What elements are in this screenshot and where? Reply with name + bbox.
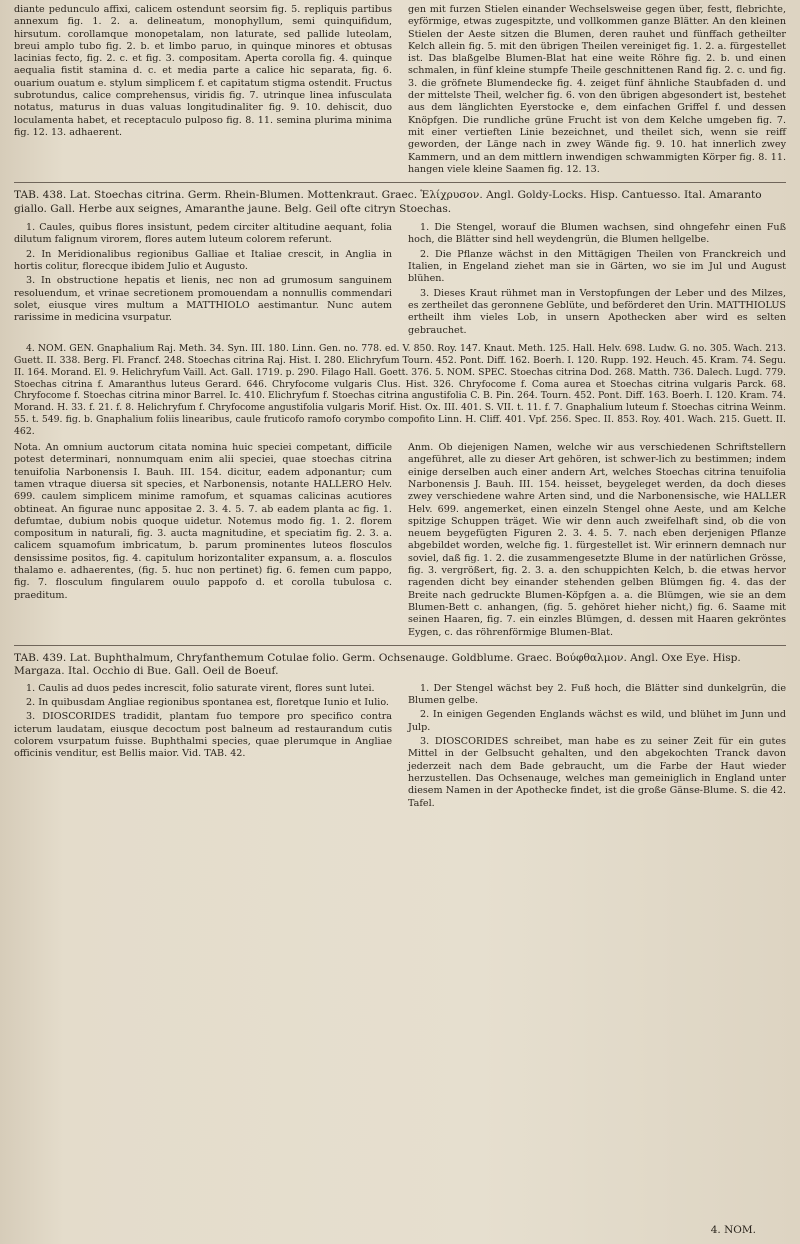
- tab438-nota-german: Anm. Ob diejenigen Namen, welche wir aus verschiedenen Schriftstellern angeführet, alle zu dieser Art gehören, ist schwer-lich zu bestimmen; indem einige derselben auch einer andern Art, welches Stoechas citrina tenuifolia Narbonensis J. Bauh. III. 154. heisset, beygeleget werden, da doch dieses zwey verschiedene wahre Arten sind, und die Narbonensische, wie HALLER Helv. 699. angemerket, einen einzeln Stengel ohne Aeste, und am Kelche spitzige Schuppen träget. Wie wir denn auch zweifelhaft sind, ob die von neuem beygefügten Figuren 2. 3. 4. 5. 7. nach eben derjenigen Pflanze abgebildet worden, welche fig. 1. fürgestellet ist. Wir erinnern demnach nur soviel, daß fig. 1. 2. die zusammengesetzte Blume in der natürlichen Grösse, fig. 3. vergrößert, fig. 2. 3. a. den schuppichten Kelch, b. die etwas hervor ragenden dicht bey einander stehenden gelben Blümgen fig. 4. das der Breite nach gedruckte Blumen-Köpfgen a. a. die Blümgen, wie sie an dem Blumen-Bett c. anhangen, (fig. 5. gehöret hieher nicht,) fig. 6. Saame mit seinen Haaren, fig. 7. ein einzles Blümgen, d. dessen mit Haaren gekröntes Eygen, c. das röhrenförmige Blumen-Blat.: [408, 442, 786, 638]
- tab438-items: [14, 222, 786, 339]
- top-german-text: gen mit furzen Stielen einander Wechselsweise gegen über, festt, flebrichte, eyförmige, etwas zugespitzte, und vollkommen ganze Blätter. An den kleinen Stielen der Aeste sitzen die Blumen, deren rauhet und fünffach getheilter Kelch allein fig. 5. mit den übrigen Theilen vereiniget fig. 1. 2. a. fürgestellet ist. Das blaßgelbe Blumen-Blat hat eine weite Röhre fig. 2. b. und einen schmalen, in fünf kleine stumpfe Theile geschnittenen Rand fig. 2. c. und fig. 3. die gröfnete Blumendecke fig. 4. zeiget fünf ähnliche Staubfaden d. und der mittelste Theil, welcher fig. 6. von den übrigen abgesondert ist, bestehet aus dem länglichten Eyerstocke e, dem einfachen Griffel f. und dessen Knöpfgen. Die rundliche grüne Frucht ist von dem Kelche umgeben fig. 7. mit einer vertieften Linie bezeichnet, und theilet sich, wenn sie reiff geworden, der Länge nach in zwey Wände fig. 9. 10. hat innerlich zwey Kammern, und an dem mittlern inwendigen schwammigten Körper fig. 8. 11. hangen viele kleine Saamen fig. 12. 13.: [408, 4, 786, 175]
- top-latin-text: diante pedunculo affixi, calicem ostendunt seorsim fig. 5. repliquis partibus annexum fig. 1. 2. a. delineatum, monophyllum, semi quinquifidum, hirsutum. corollamque monopetalam, non laturate, sed pallide luteolam, breui amplo tubo fig. 2. b. et limbo paruo, in quinque minores et obtusas lacinias fecto, fig. 2. c. et fig. 3. compositam. Aperta corolla fig. 4. quinque aequalia fistit stamina d. c. et media parte a calice hic separata, fig. 6. ouarium ouatum e. stylum simplicem f. et capitatum stigma ostendit. Fructus subrotundus, calice comprehensus, viridis fig. 7. utrinque linea infusculata notatus, maturus in duas valuas longitudinaliter fig. 9. 10. dehiscit, duo loculamenta habet, et receptaculo pulposo fig. 8. 11. semina plurima minima fig. 12. 13. adhaerent.: [14, 4, 392, 138]
- tab439-latin-column: [14, 683, 392, 812]
- top-section: [14, 4, 786, 176]
- tab438-latin-column: [14, 222, 392, 339]
- tab439-latin-item: 1. Caulis ad duos pedes increscit, folio saturate virent, flores sunt lutei.: [26, 682, 375, 694]
- tab439-heading: TAB. 439. Lat. Buphthalmum, Chryfanthemum Cotulae folio. Germ. Ochsenauge. Goldblume. Graec. Βούφθαλμον. Angl. Oxe Eye. Hisp. Margaza. Ital. Occhio di Bue. Gall. Oeil de Boeuf.: [14, 651, 741, 678]
- divider: [14, 182, 786, 183]
- tab438-german-item: 1. Die Stengel, worauf die Blumen wachsen, sind ohngefehr einen Fuß hoch, die Blätter sind hell weydengrün, die Blumen hellgelbe.: [408, 222, 786, 246]
- tab438-latin-item: 3. In obstructione hepatis et lienis, nec non ad grumosum sanguinem resoluendum, et vrinae secretionem promouendam a nonnullis commendari solet, eiusque vires multum a MATTHIOLO aestimantur. Nunc autem rarissime in medicina vsurpatur.: [14, 275, 392, 324]
- tab439-german-item: 3. DIOSCORIDES schreibet, man habe es zu seiner Zeit für ein gutes Mittel in der Gelbsucht gehalten, und den abgekochten Tranck davon jederzeit nach dem Bade gebraucht, um die Farbe der Haut wieder herzustellen. Das Ochsenauge, welches man gemeiniglich in England unter diesem Namen in der Apothecke findet, ist die große Gänse-Blume. S. die 42. Tafel.: [408, 736, 786, 809]
- tab439-latin-item: 2. In quibusdam Angliae regionibus spontanea est, floretque Iunio et Iulio.: [26, 697, 389, 709]
- tab438-nomenclature: 4. NOM. GEN. Gnaphalium Raj. Meth. 34. Syn. III. 180. Linn. Gen. no. 778. ed. V. 850. Roy. 147. Knaut. Meth. 125. Hall. Helv. 698. Ludw. G. no. 305. Wach. 213. Guett. II. 338. Berg. Fl. Francf. 248. Stoechas citrina Raj. Hist. I. 280. Elichryfum Tourn. 452. Pont. Diff. 162. Boerh. I. 120. Rupp. 192. Heuch. 45. Kram. 74. Segu. II. 164. Morand. El. 9. Helichryfum Vaill. Act. Gall. 1719. p. 290. Filago Hall. Goett. 376. 5. NOM. SPEC. Stoechas citrina Dod. 268. Matth. 736. Dalech. Lugd. 779. Stoechas citrina f. Amaranthus luteus Gerard. 646. Chryfocome vulgaris Clus. Hist. 326. Chryfocome f. Coma aurea et Stoechas citrina vulgaris Parck. 68. Chryfocome f. Stoechas citrina minor Barrel. Ic. 410. Elichryfum f. Stoechas citrina angustifolia C. B. Pin. 264. Tourn. 452. Pont. Diff. 163. Boerh. I. 120. Kram. 74. Morand. H. 33. f. 21. f. 8. Helichryfum f. Chryfocome angustifolia vulgaris Morif. Hist. Ox. III. 401. S. VII. t. 11. f. 7. Gnaphalium luteum f. Stoechas citrina Weinm. 55. t. 549. fig. b. Gnaphalium foliis linearibus, caule fruticofo ramofo corymbo compofito Linn. H. Cliff. 401. Vpf. 256. Spec. II. 853. Roy. 401. Wach. 215. Guett. II. 462.: [14, 342, 786, 438]
- tab439-latin-item: 3. DIOSCORIDES tradidit, plantam fuo tempore pro specifico contra icterum laudatam, eiusque decoctum post balneum ad restaurandum cutis colorem vsurpatum fuisse. Buphthalmi species, quae plerumque in Angliae officinis venditur, est Bellis maior. Vid. TAB. 42.: [14, 711, 392, 760]
- tab438-nota-latin: Nota. An omnium auctorum citata nomina huic speciei competant, difficile potest determinari, nonnumquam enim alii speciei, quae stoechas citrina tenuifolia Narbonensis I. Bauh. III. 154. dicitur, eadem adponantur; cum tamen vtraque diuersa sit species, et Narbonensis, notante HALLERO Helv. 699. caulem simplicem minime ramofum, et squamas calicinas acutiores obtineat. An figurae nunc appositae 2. 3. 4. 5. 7. ab eadem planta ac fig. 1. defumtae, dubium nobis quoque uidetur. Notemus modo fig. 1. 2. florem compositum in naturali, fig. 3. aucta magnitudine, et speciatim fig. 2. 3. a. calicem squamofum imbricatum, b. parum prominentes luteos flosculos densissime positos, fig. 4. capitulum horizontaliter expansum, a. a. flosculos thalamo e. adhaerentes, (fig. 5. huc non pertinet) fig. 6. femen cum pappo, fig. 7. flosculum fingularem ouulo pappofo d. et corolla tubulosa c. praeditum.: [14, 442, 392, 601]
- divider: [14, 645, 786, 646]
- tab439-german-item: 1. Der Stengel wächst bey 2. Fuß hoch, die Blätter sind dunkelgrün, die Blumen gelbe.: [408, 682, 786, 707]
- tab438-german-column: [408, 222, 786, 339]
- catchword: 4. NOM.: [710, 1224, 756, 1236]
- tab438-latin-item: 2. In Meridionalibus regionibus Galliae et Italiae crescit, in Anglia in hortis colitur, florecque ibidem Julio et Augusto.: [14, 248, 392, 273]
- tab438-heading: TAB. 438. Lat. Stoechas citrina. Germ. Rhein-Blumen. Mottenkraut. Graec. Ἑλίχρυσον. Angl. Goldy-Locks. Hisp. Cantuesso. Ital. Amaranto giallo. Gall. Herbe aux seignes, Amaranthe jaune. Belg. Geil ofte citryn Stoechas.: [14, 189, 762, 215]
- tab438-german-item: 3. Dieses Kraut rühmet man in Verstopfungen der Leber und des Milzes, es zertheilet das geronnene Geblüte, und beförderet den Urin. MATTHIOLUS ertheilt ihm vieles Lob, in unsern Apothecken aber wird es selten gebrauchet.: [408, 287, 786, 336]
- tab438-notes: [14, 442, 786, 639]
- tab439-items: [14, 683, 786, 812]
- tab438-latin-item: 1. Caules, quibus flores insistunt, pedem circiter altitudine aequant, folia dilutum falignum virorem, flores autem luteum colorem referunt.: [14, 222, 392, 246]
- tab439-german-column: [408, 683, 786, 812]
- tab438-german-item: 2. Die Pflanze wächst in den Mittägigen Theilen von Franckreich und Italien, in Engeland ziehet man sie in Gärten, wo sie im Jul und August blühen.: [408, 248, 786, 285]
- tab439-german-item: 2. In einigen Gegenden Englands wächst es wild, und blühet im Junn und Julp.: [408, 709, 786, 733]
